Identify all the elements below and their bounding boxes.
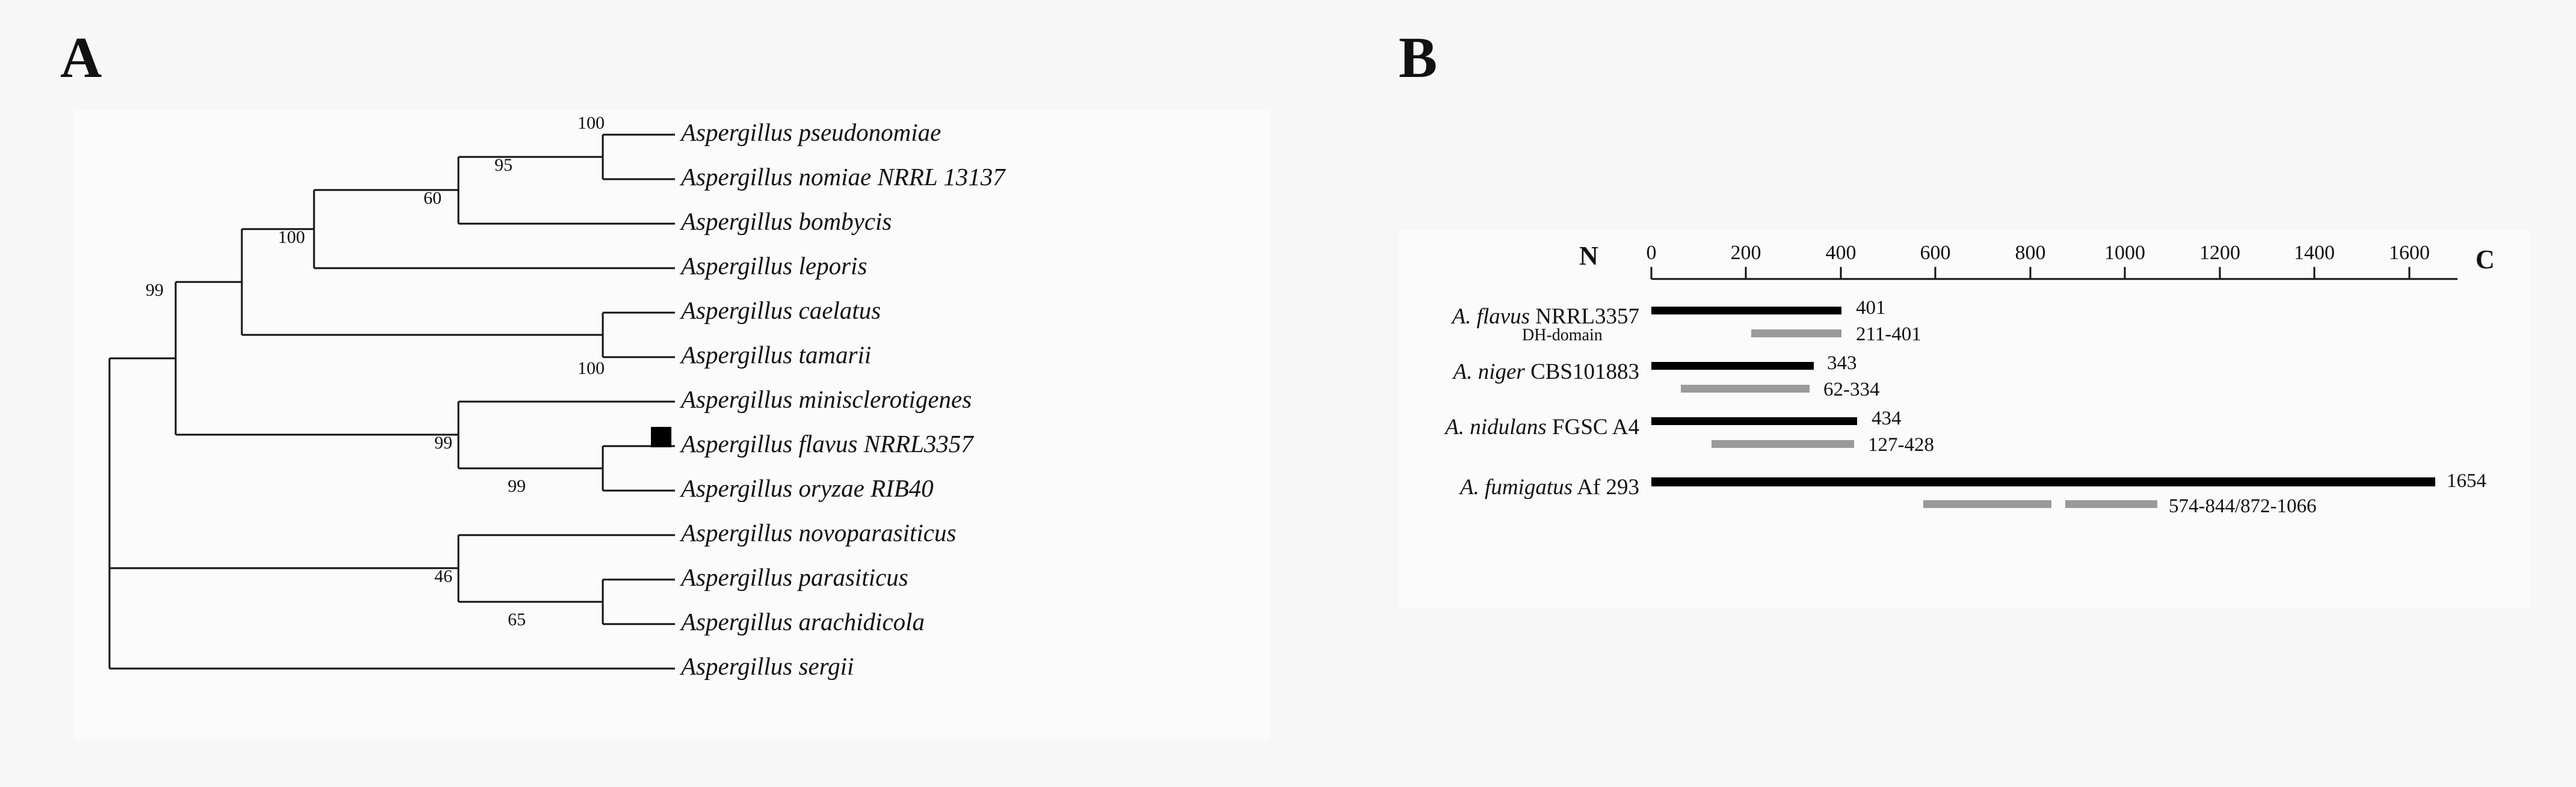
tree-taxon-label: Aspergillus pseudonomiae — [681, 118, 941, 146]
domain-bar-1-1 — [1751, 329, 1841, 337]
tree-taxon-label: Aspergillus sergii — [681, 652, 854, 680]
protein-bar-2 — [1651, 362, 1814, 370]
panel-b-letter: B — [1399, 25, 1438, 90]
protein-strain: FGSC A4 — [1546, 415, 1639, 439]
axis-tick-label: 1600 — [2389, 242, 2430, 264]
tree-taxon-label: Aspergillus bombycis — [681, 207, 892, 235]
domain-range-label-1-1: 211-401 — [1856, 323, 1921, 345]
protein-bar-3 — [1651, 417, 1857, 425]
protein-length-label-4: 1654 — [2447, 470, 2486, 492]
protein-name-row-2 — [1453, 361, 1639, 383]
axis-tick-label: 1400 — [2294, 242, 2335, 264]
tree-taxon-label: Aspergillus caelatus — [681, 296, 881, 324]
tree-taxon-label: Aspergillus leporis — [681, 252, 867, 280]
tree-taxon-label: Aspergillus parasiticus — [681, 563, 908, 591]
protein-species-italic: A. nidulans — [1445, 415, 1547, 439]
protein-name-row-4 — [1460, 476, 1639, 498]
tree-taxon-label: Aspergillus novoparasiticus — [681, 519, 957, 547]
bootstrap-value: 100 — [278, 227, 305, 247]
axis-tick-label: 600 — [1920, 242, 1951, 264]
protein-length-label-3: 434 — [1872, 408, 1902, 429]
bootstrap-value: 65 — [508, 610, 526, 629]
protein-domain-panel — [1399, 230, 2530, 607]
c-terminus-label: C — [2476, 245, 2495, 274]
bootstrap-value: 99 — [146, 280, 164, 300]
domain-range-label-2-1: 62-334 — [1823, 379, 1880, 400]
protein-length-label-1: 401 — [1856, 297, 1886, 319]
axis-tick-label: 1000 — [2104, 242, 2145, 264]
domain-type-label: DH-domain — [1522, 326, 1603, 345]
protein-name-row-1 — [1452, 305, 1639, 328]
protein-species-italic: A. flavus — [1452, 304, 1530, 329]
axis-tick-label: 200 — [1730, 242, 1761, 264]
domain-range-label-3-1: 127-428 — [1868, 434, 1934, 456]
axis-tick-label: 1200 — [2199, 242, 2240, 264]
axis-tick-label: 800 — [2015, 242, 2046, 264]
protein-species-italic: A. niger — [1453, 360, 1525, 384]
protein-bar-4 — [1651, 477, 2435, 486]
bootstrap-value: 95 — [495, 155, 513, 175]
domain-bar-2-1 — [1681, 385, 1810, 393]
domain-bar-4-1 — [1923, 500, 2051, 508]
tree-taxon-label: Aspergillus tamarii — [681, 341, 872, 369]
domain-bar-3-1 — [1712, 440, 1854, 448]
phylogenetic-tree-panel — [73, 109, 1271, 741]
bootstrap-value: 100 — [578, 358, 605, 378]
tree-taxon-label: Aspergillus arachidicola — [681, 608, 925, 635]
tree-branches-svg — [73, 109, 1271, 741]
bootstrap-value: 100 — [578, 113, 605, 133]
panel-a-letter: A — [60, 25, 102, 90]
domain-range-label-4-1: 574-844/872-1066 — [2169, 495, 2317, 517]
protein-length-label-2: 343 — [1827, 352, 1857, 374]
protein-species-italic: A. fumigatus — [1459, 475, 1573, 500]
protein-strain: NRRL3357 — [1530, 304, 1639, 329]
axis-tick-label: 0 — [1646, 242, 1657, 264]
protein-name-row-3 — [1445, 416, 1639, 438]
bootstrap-value: 46 — [434, 566, 452, 586]
selected-taxon-marker-icon — [651, 427, 671, 447]
n-terminus-label: N — [1579, 241, 1598, 271]
protein-strain: CBS101883 — [1524, 360, 1639, 384]
tree-taxon-label: Aspergillus oryzae RIB40 — [681, 474, 934, 502]
protein-strain: Af 293 — [1573, 475, 1639, 500]
protein-bar-1 — [1651, 307, 1841, 314]
bootstrap-value: 99 — [434, 433, 452, 453]
axis-tick-label: 400 — [1825, 242, 1857, 264]
tree-taxon-label: Aspergillus nomiae NRRL 13137 — [681, 163, 1005, 191]
bootstrap-value: 99 — [508, 476, 526, 496]
tree-taxon-label: Aspergillus minisclerotigenes — [681, 385, 972, 413]
tree-taxon-label-flavus: Aspergillus flavus NRRL3357 — [681, 430, 973, 458]
domain-bar-4-2 — [2065, 500, 2157, 508]
bootstrap-value: 60 — [424, 188, 442, 208]
